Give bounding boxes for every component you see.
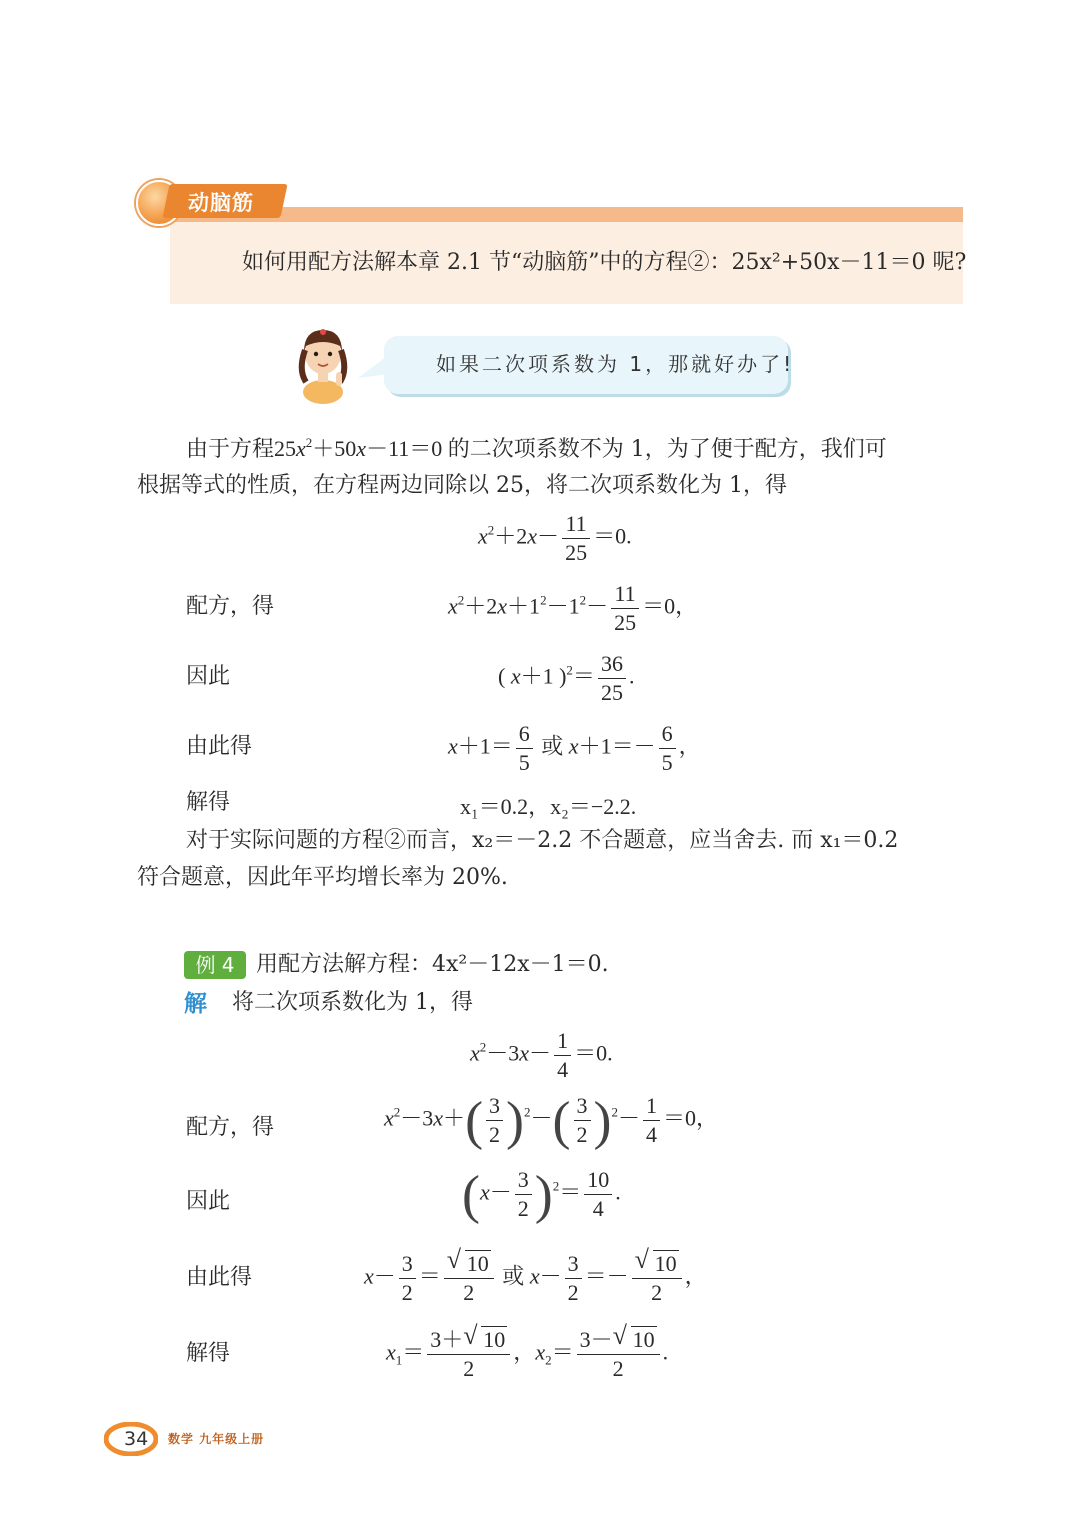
label-yinci-2: 因此: [186, 1189, 231, 1214]
equation-ex4-normalized: $x^2-3x-$ $\frac{1}{4}$ ＝0.: [470, 1028, 613, 1082]
think-badge-label: 动脑筋: [188, 191, 254, 215]
para1-line1: [186, 430, 887, 468]
para1-line2: 根据等式的性质，在方程两边同除以 25，将二次项系数化为 1，得: [137, 473, 787, 498]
equation-completing-square-1: $x^2+2x+1^2-1^2-$ $\frac{11}{25}$ ＝0，: [448, 581, 698, 635]
label-jiede-1: 解得: [186, 790, 231, 815]
equation-split-2: x－ $\frac{3}{2}$ ＝ √ 10 2 或 x－ $\frac{3}{2}$ ＝－ √ 10 2 ，: [364, 1245, 707, 1305]
solution-label: 解: [184, 990, 207, 1017]
speech-bubble-text: 如果二次项系数为 1，那就好办了!: [436, 352, 795, 376]
equation-inline: $25x^2+50x-11=0$: [274, 435, 448, 461]
page-number: 34: [124, 1428, 149, 1450]
roots-1: x₁＝0.2，x₂＝−2.2.: [460, 794, 637, 819]
roots-2: $x_1=$ 3＋ √ 10 2 ，$x_2=$ 3－ √ 10 2 .: [386, 1321, 669, 1381]
book-title: 数学 九年级上册: [168, 1432, 265, 1446]
equation-square-form-1: ( x＋1 )$^2$＝ $\frac{36}{25}$ .: [498, 651, 635, 705]
huo-2: 或: [502, 1263, 525, 1289]
label-yinci-1: 因此: [186, 664, 231, 689]
think-badge: [130, 180, 290, 220]
think-question: 如何用配方法解本章 2.1 节“动脑筋”中的方程②：25x²+50x－11＝0 呢?: [242, 250, 967, 275]
para1-line1-post: 的二次项系数不为 1，为了便于配方，我们可: [447, 437, 887, 462]
para2-line2: 符合题意，因此年平均增长率为 20%.: [137, 865, 508, 890]
equation-square-form-2: (x－ $\frac{3}{2}$ )$^2$＝ $\frac{10}{4}$ .: [462, 1164, 621, 1225]
label-youcide-1: 由此得: [186, 734, 253, 759]
solution-intro: 将二次项系数化为 1，得: [232, 990, 473, 1015]
huo-1: 或: [541, 733, 564, 759]
para2-line1: 对于实际问题的方程②而言，x₂＝－2.2 不合题意，应当舍去. 而 x₁＝0.2: [186, 828, 899, 853]
example-4-statement: 用配方法解方程：4x²－12x－1＝0.: [256, 952, 609, 977]
label-jiede-2: 解得: [186, 1341, 231, 1366]
equation-split-1: x＋1＝ $\frac{6}{5}$ 或 x＋1＝－ $\frac{6}{5}$ ，: [448, 721, 701, 775]
equation-completing-square-2: $x^2-3x+$( $\frac{3}{2}$ )$^2$－( $\frac{3}{2}$ )$^2$－ $\frac{1}{4}$ ＝0，: [384, 1090, 719, 1151]
label-youcide-2: 由此得: [186, 1265, 253, 1290]
example-4-badge: 例 4: [184, 951, 246, 979]
para1-line1-pre: 由于方程: [186, 437, 275, 462]
equation-normalized: $x^2+2x-$ $\frac{11}{25}$ ＝0.: [478, 511, 632, 565]
label-peifang-1: 配方，得: [186, 594, 275, 619]
label-peifang-2: 配方，得: [186, 1115, 275, 1140]
girl-illustration-icon: [290, 320, 356, 404]
